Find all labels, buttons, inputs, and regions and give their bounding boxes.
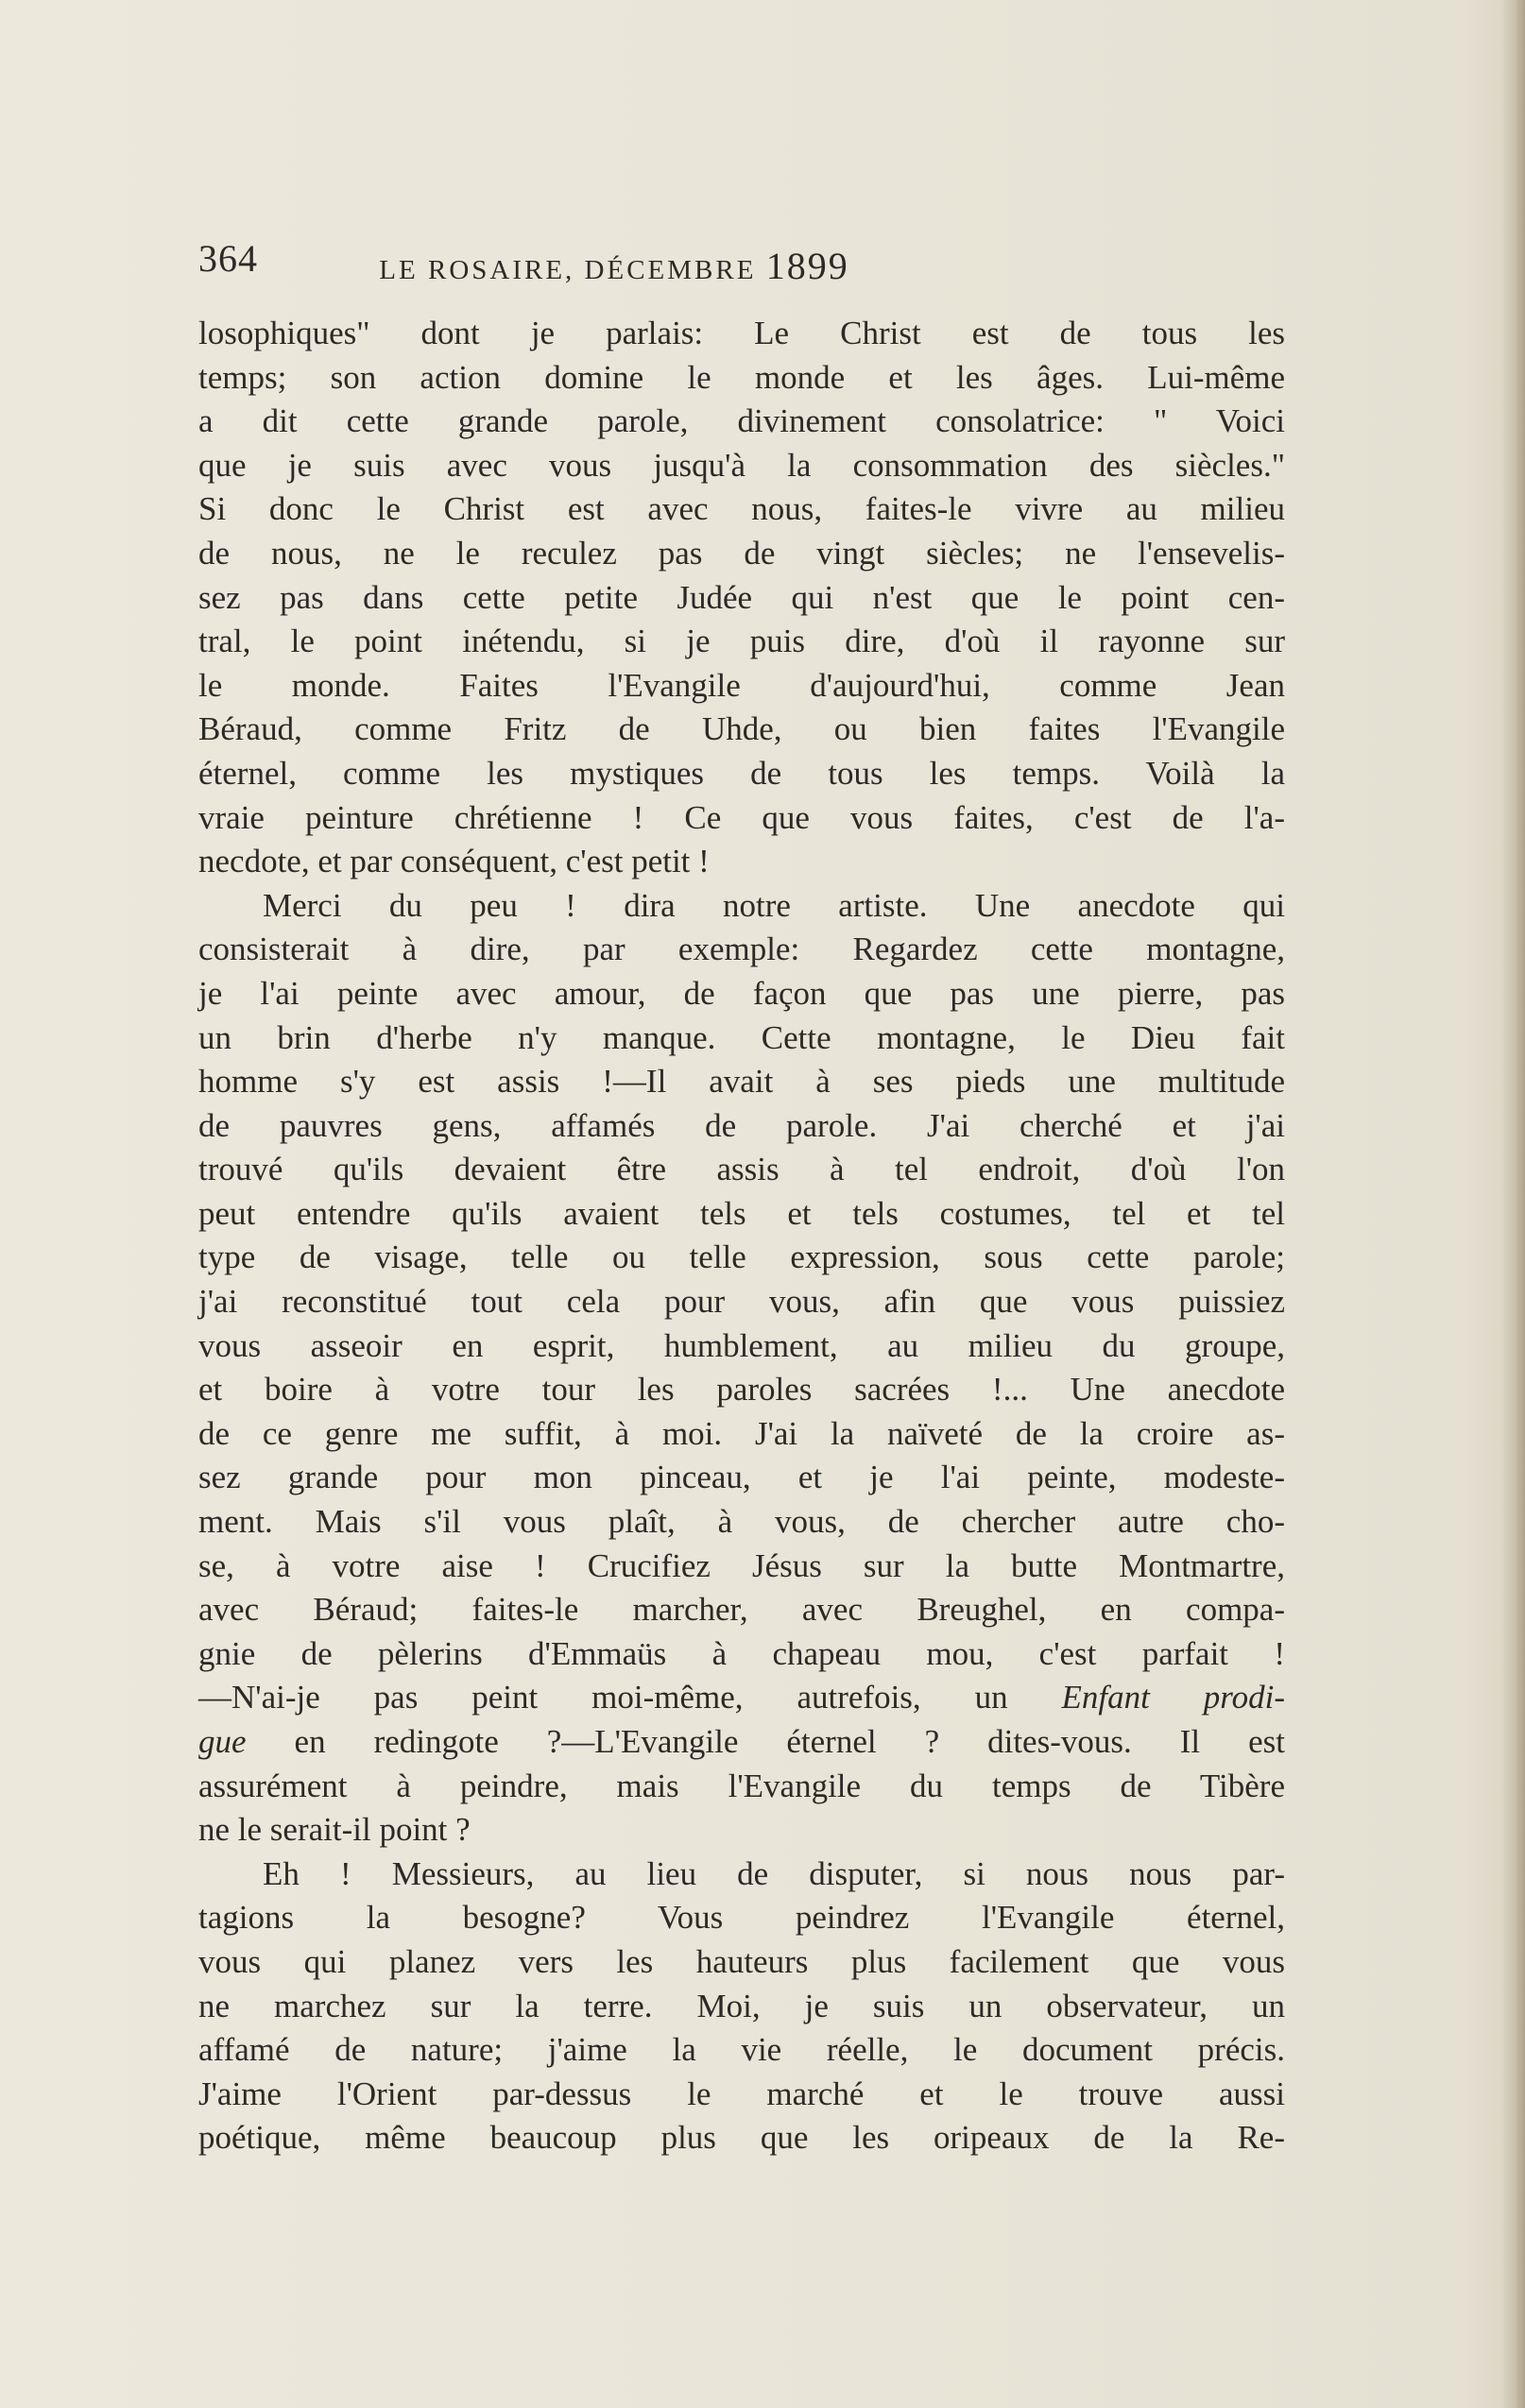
text-line: un brin d'herbe n'y manque. Cette montagne, le Dieu fait [198, 1018, 1285, 1056]
body-text [198, 312, 1285, 2160]
page-header [198, 236, 1030, 293]
text-line: j'ai reconstitué tout cela pour vous, afin que vous puissiez [198, 1283, 1285, 1321]
text-line [198, 1676, 1285, 1720]
italic-title-end: gue [198, 1723, 247, 1760]
text-line: vous qui planez vers les hauteurs plus facilement que vous [198, 1942, 1285, 1980]
text-line: se, à votre aise ! Crucifiez Jésus sur la butte Montmartre, [198, 1546, 1285, 1584]
running-head-year: 1899 [765, 245, 849, 287]
page-edge-shadow [1500, 0, 1525, 2408]
text-line: ne marchez sur la terre. Moi, je suis un observateur, un [198, 1987, 1285, 2024]
text-line [198, 1720, 1285, 1765]
text-line: necdote, et par conséquent, c'est petit ! [198, 843, 710, 880]
text-line: Merci du peu ! dira notre artiste. Une anecdote qui [263, 886, 1285, 924]
running-head-title: LE ROSAIRE, DÉCEMBRE [379, 255, 766, 285]
text-line: J'aime l'Orient par-dessus le marché et le trouve aussi [198, 2075, 1285, 2112]
text-line: assurément à peindre, mais l'Evangile du temps de Tibère [198, 1767, 1285, 1804]
text-line: vous asseoir en esprit, humblement, au milieu du groupe, [198, 1326, 1285, 1364]
text-line: type de visage, telle ou telle expression, sous cette parole; [198, 1238, 1285, 1276]
text-line: éternel, comme les mystiques de tous les temps. Voilà la [198, 754, 1285, 792]
text-line: Béraud, comme Fritz de Uhde, ou bien faites l'Evangile [198, 710, 1285, 748]
text-line: trouvé qu'ils devaient être assis à tel endroit, d'où l'on [198, 1151, 1285, 1188]
text-line: peut entendre qu'ils avaient tels et tels costumes, tel et tel [198, 1194, 1285, 1232]
text-line: de ce genre me suffit, à moi. J'ai la naïveté de la croire as- [198, 1414, 1285, 1452]
text-line: temps; son action domine le monde et les âges. Lui-même [198, 358, 1285, 396]
text-line: de pauvres gens, affamés de parole. J'ai cherché et j'ai [198, 1106, 1285, 1144]
text-line: consisterait à dire, par exemple: Regardez cette montagne, [198, 931, 1285, 968]
italic-title: Enfant prodi- [1061, 1679, 1286, 1716]
text-line: losophiques" dont je parlais: Le Christ est de tous les [198, 315, 1285, 351]
text-line: vraie peinture chrétienne ! Ce que vous faites, c'est de l'a- [198, 798, 1285, 836]
text-line: Eh ! Messieurs, au lieu de disputer, si nous nous par- [263, 1854, 1285, 1892]
text-segment: —N'ai-je pas peint moi-même, autrefois, un [198, 1679, 1062, 1716]
text-line: je l'ai peinte avec amour, de façon que pas une pierre, pas [198, 974, 1285, 1012]
text-line: a dit cette grande parole, divinement consolatrice: " Voici [198, 402, 1285, 440]
page-number: 364 [198, 237, 258, 280]
text-segment: en redingote ?—L'Evangile éternel ? dites-vous. Il est [246, 1723, 1285, 1760]
text-line: affamé de nature; j'aime la vie réelle, le document précis. [198, 2031, 1285, 2069]
text-line: poétique, même beaucoup plus que les oripeaux de la Re- [198, 2119, 1285, 2157]
text-line: Si donc le Christ est avec nous, faites-le vivre au milieu [198, 490, 1285, 528]
text-line: et boire à votre tour les paroles sacrées !... Une anecdote [198, 1371, 1285, 1409]
text-line: ne le serait-il point ? [198, 1811, 471, 1849]
text-line: ment. Mais s'il vous plaît, à vous, de chercher autre cho- [198, 1503, 1285, 1541]
text-line: avec Béraud; faites-le marcher, avec Breughel, en compa- [198, 1591, 1285, 1629]
text-line: que je suis avec vous jusqu'à la consommation des siècles." [198, 446, 1285, 484]
text-line: tral, le point inétendu, si je puis dire, d'où il rayonne sur [198, 623, 1285, 660]
text-line: tagions la besogne? Vous peindrez l'Evangile éternel, [198, 1899, 1285, 1937]
text-line: sez grande pour mon pinceau, et je l'ai peinte, modeste- [198, 1459, 1285, 1496]
text-line: sez pas dans cette petite Judée qui n'est que le point cen- [198, 578, 1285, 616]
text-line: de nous, ne le reculez pas de vingt siècles; ne l'ensevelis- [198, 534, 1285, 572]
text-line: homme s'y est assis !—Il avait à ses pieds une multitude [198, 1063, 1285, 1101]
text-line: gnie de pèlerins d'Emmaüs à chapeau mou, c'est parfait ! [198, 1634, 1285, 1672]
text-line: le monde. Faites l'Evangile d'aujourd'hui, comme Jean [198, 666, 1285, 704]
running-head [198, 244, 1030, 288]
